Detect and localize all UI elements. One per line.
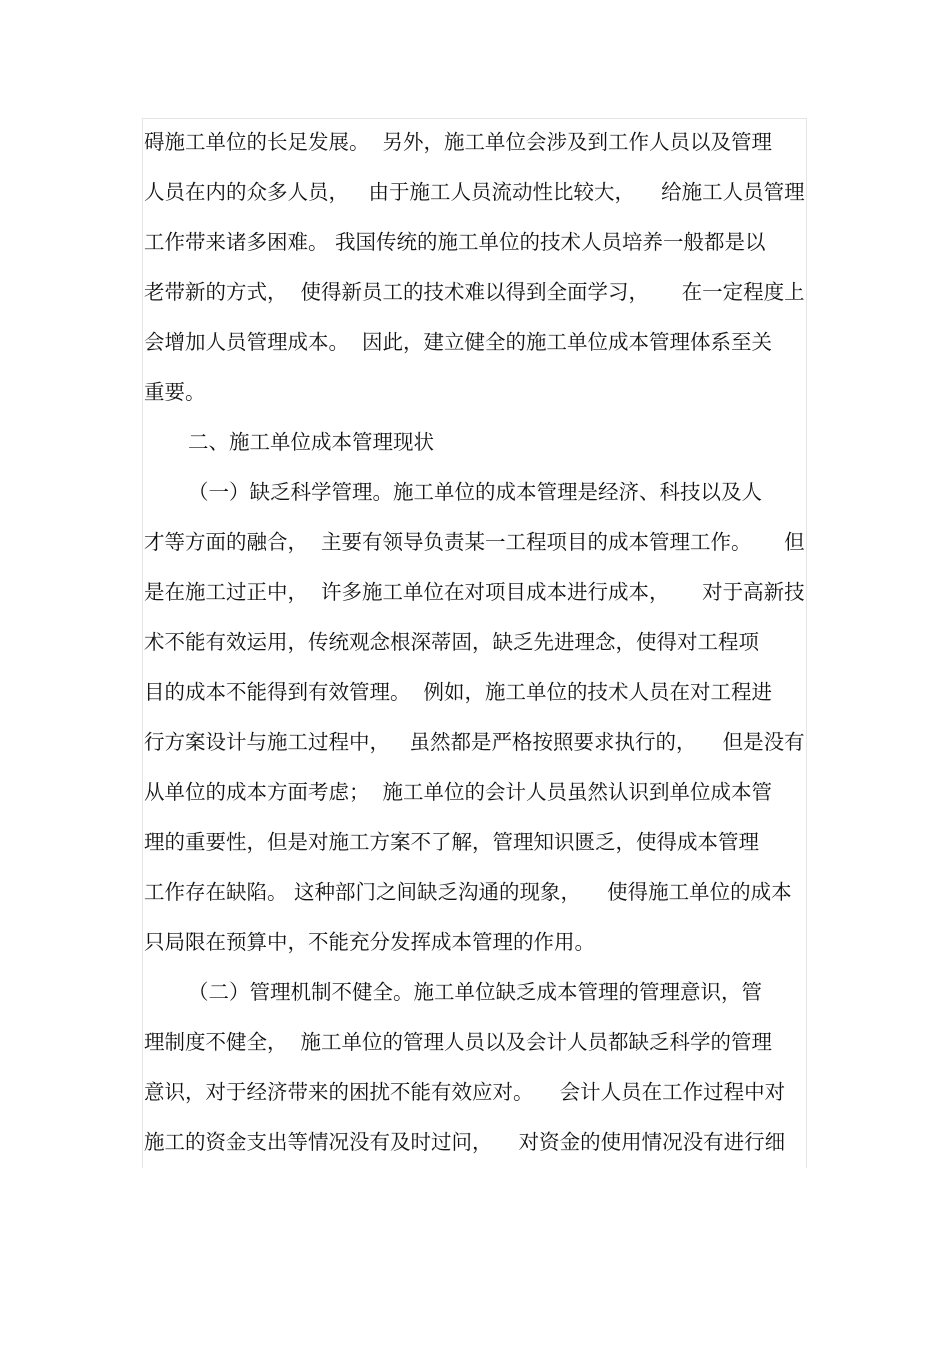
document-body (144, 118, 808, 1168)
section-heading: 二、施工单位成本管理现状 (188, 430, 434, 454)
text-line: 施工的资金支出等情况没有及时过问， 对资金的使用情况没有进行细 (144, 1130, 786, 1154)
text-line: 会增加人员管理成本。 因此，建立健全的施工单位成本管理体系至关 (144, 330, 773, 354)
text-line: 人员在内的众多人员， 由于施工人员流动性比较大， 给施工人员管理 (144, 180, 805, 204)
text-line: 目的成本不能得到有效管理。 例如，施工单位的技术人员在对工程进 (144, 680, 773, 704)
text-line: 从单位的成本方面考虑； 施工单位的会计人员虽然认识到单位成本管 (144, 780, 773, 804)
text-line: 只局限在预算中，不能充分发挥成本管理的作用。 (144, 930, 595, 954)
text-line: 理制度不健全， 施工单位的管理人员以及会计人员都缺乏科学的管理 (144, 1030, 773, 1054)
text-line: 才等方面的融合， 主要有领导负责某一工程项目的成本管理工作。 但 (144, 530, 805, 554)
text-line: 术不能有效运用，传统观念根深蒂固，缺乏先进理念，使得对工程项 (144, 630, 759, 654)
subsection-heading: （一）缺乏科学管理。施工单位的成本管理是经济、科技以及人 (188, 480, 762, 504)
text-line: 意识，对于经济带来的困扰不能有效应对。 会计人员在工作过程中对 (144, 1080, 786, 1104)
text-line: 工作带来诸多困难。 我国传统的施工单位的技术人员培养一般都是以 (144, 230, 766, 254)
text-line: 行方案设计与施工过程中， 虽然都是严格按照要求执行的， 但是没有 (144, 730, 805, 754)
text-line: 老带新的方式， 使得新员工的技术难以得到全面学习， 在一定程度上 (144, 280, 805, 304)
subsection-heading: （二）管理机制不健全。施工单位缺乏成本管理的管理意识，管 (188, 980, 762, 1004)
text-line: 理的重要性，但是对施工方案不了解，管理知识匮乏，使得成本管理 (144, 830, 759, 854)
text-line: 工作存在缺陷。 这种部门之间缺乏沟通的现象， 使得施工单位的成本 (144, 880, 792, 904)
text-line: 碍施工单位的长足发展。 另外，施工单位会涉及到工作人员以及管理 (144, 130, 773, 154)
text-line: 是在施工过正中， 许多施工单位在对项目成本进行成本， 对于高新技 (144, 580, 805, 604)
text-line: 重要。 (144, 380, 206, 404)
